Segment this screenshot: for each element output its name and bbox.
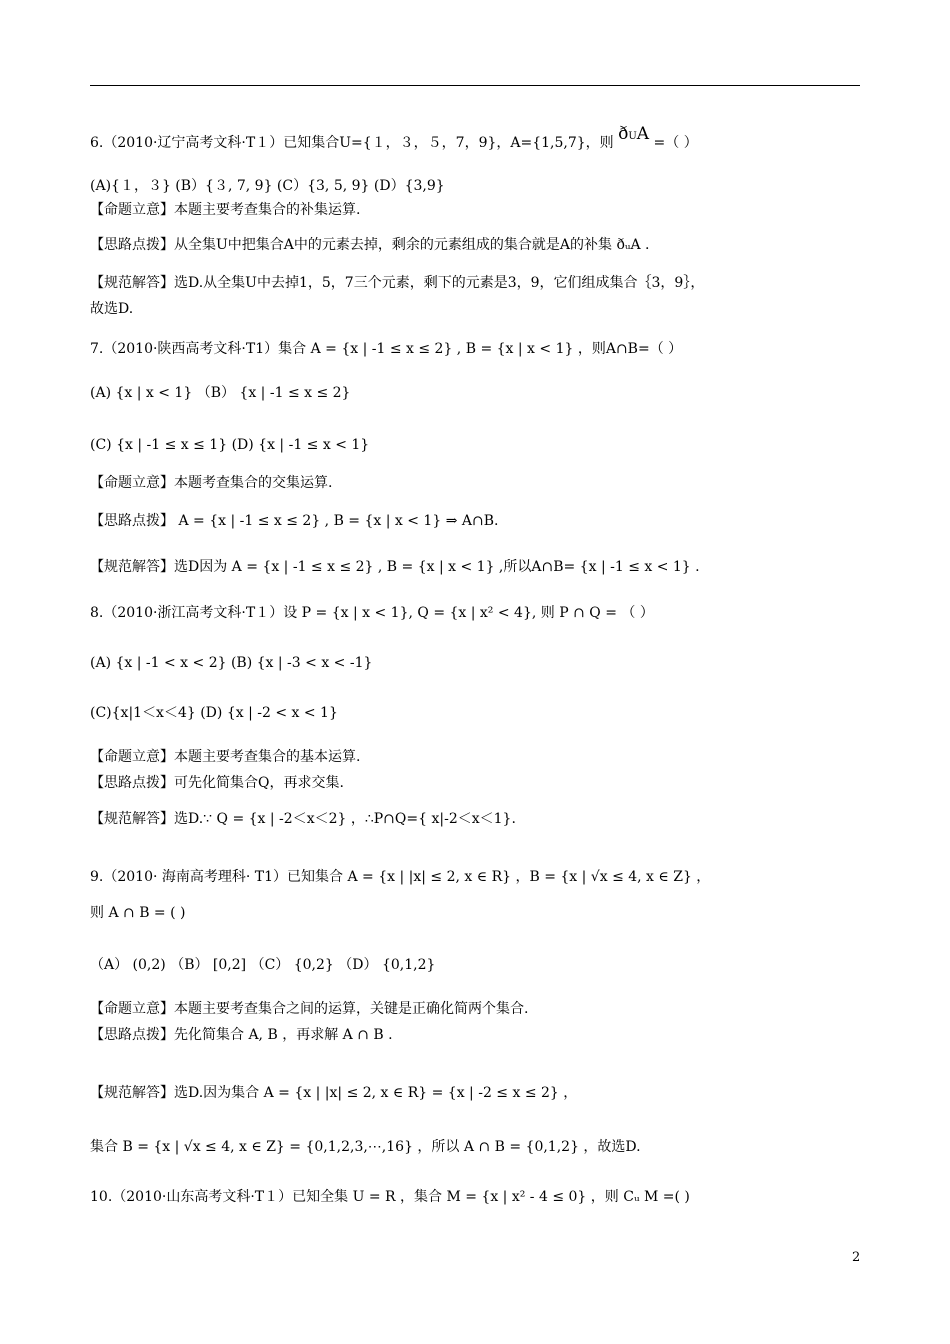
complement-subscript: U [628, 131, 637, 142]
q7-intent: 【命题立意】本题考查集合的交集运算. [90, 475, 333, 491]
q6-hint: 【思路点拨】从全集U中把集合A中的元素去掉，剩余的元素组成的集合就是A的补集 ðᵤA . [90, 237, 650, 253]
question-10: 10.（2010·山东高考文科·T１）已知全集 U = R ，集合 M = {x | x² - 4 ≤ 0} ，则 Cᵤ M =( ) [90, 1189, 690, 1205]
q9-solution-1: 【规范解答】选D.因为集合 A = {x | |x| ≤ 2, x ∈ R} = {x | -2 ≤ x ≤ 2} ， [90, 1085, 578, 1101]
question-7: 7.（2010·陕西高考文科·T1）集合 A = {x | -1 ≤ x ≤ 2} , B = {x | x < 1} ，则A∩B=（ ） [90, 341, 683, 357]
question-9-line-2: 则 A ∩ B = ( ) [90, 905, 186, 921]
question-8: 8.（2010·浙江高考文科·T１）设 P = {x | x < 1}, Q = {x | x² < 4}, 则 P ∩ Q = （ ） [90, 605, 654, 621]
header-rule [90, 85, 860, 86]
q6-intent: 【命题立意】本题主要考查集合的补集运算. [90, 202, 361, 218]
q9-solution-2: 集合 B = {x | √x ≤ 4, x ∈ Z} = {0,1,2,3,⋯,16} ，所以 A ∩ B = {0,1,2} ，故选D. [90, 1139, 641, 1155]
q6-solution-2: 故选D. [90, 301, 134, 317]
page-number: 2 [852, 1250, 861, 1265]
q7-hint: 【思路点拨】 A = {x | -1 ≤ x ≤ 2} , B = {x | x < 1} ⇒ A∩B. [90, 513, 499, 529]
question-6 [90, 124, 698, 154]
q9-intent: 【命题立意】本题主要考查集合之间的运算，关键是正确化简两个集合. [90, 1001, 529, 1017]
q6-solution-1: 【规范解答】选D.从全集U中去掉1，5，7三个元素，剩下的元素是3，9，它们组成集合｛3，9｝， [90, 275, 705, 291]
q6-tail: =（ ） [649, 135, 698, 151]
q8-options-1: (A) {x | -1 < x < 2} (B) {x | -3 < x < -1} [90, 655, 373, 671]
complement-set: A [636, 124, 650, 144]
q9-hint: 【思路点拨】先化简集合 A, B ，再求解 A ∩ B . [90, 1027, 393, 1043]
q9-options: （A） (0,2) （B） [0,2] （C） {0,2} （D） {0,1,2} [90, 957, 436, 973]
q6-text: 6.（2010·辽宁高考文科·T１）已知集合U={１，３，５，7，9}，A={1,5,7}，则 [90, 135, 619, 151]
q7-options-1: (A) {x | x < 1} （B） {x | -1 ≤ x ≤ 2} [90, 385, 351, 401]
question-9: 9.（2010· 海南高考理科· T1）已知集合 A = {x | |x| ≤ 2, x ∈ R} ，B = {x | √x ≤ 4, x ∈ Z} ， [90, 869, 711, 885]
q7-solution: 【规范解答】选D因为 A = {x | -1 ≤ x ≤ 2} , B = {x | x < 1} ,所以A∩B= {x | -1 ≤ x < 1} . [90, 559, 700, 575]
q8-hint: 【思路点拨】可先化简集合Q，再求交集. [90, 775, 344, 791]
complement-symbol: ð [618, 124, 629, 144]
q8-solution: 【规范解答】选D.∵ Q = {x | -2＜x＜2} ，∴P∩Q={ x|-2＜x＜1}. [90, 811, 516, 827]
q6-options: (A){１，３} (B）{３, 7, 9} (C）{3, 5, 9} (D）{3,9} [90, 178, 445, 194]
q7-options-2: (C) {x | -1 ≤ x ≤ 1} (D) {x | -1 ≤ x < 1} [90, 437, 370, 453]
q8-intent: 【命题立意】本题主要考查集合的基本运算. [90, 749, 361, 765]
q8-options-2: (C){x|1＜x＜4} (D) {x | -2 < x < 1} [90, 705, 338, 721]
